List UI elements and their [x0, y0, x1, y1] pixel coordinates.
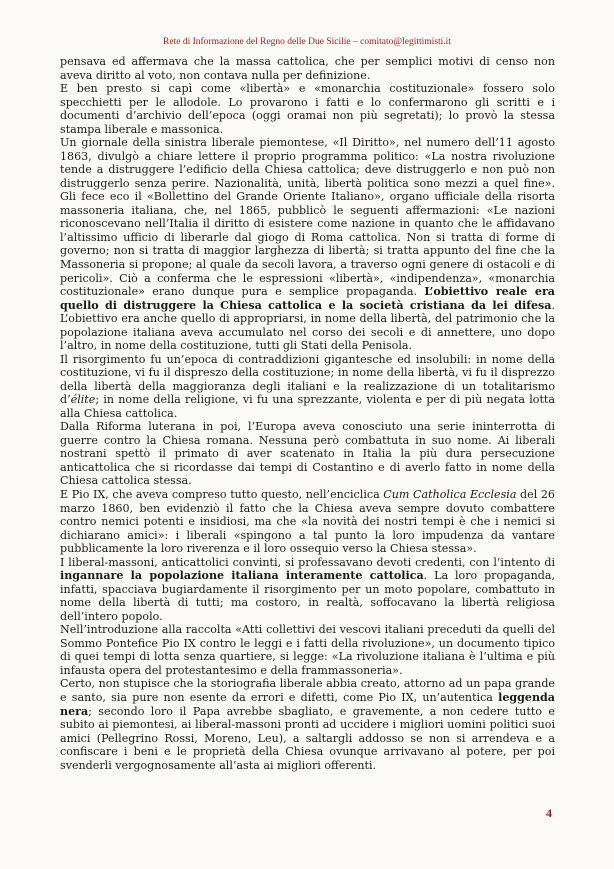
paragraph-3-text: Un giornale della sinistra liberale piemontese, «Il Diritto», nel numero dell’11 agosto 1863, divulgò a chiare lettere il proprio programma politico: «La nostra rivoluzione tende a distruggere l’edificio della Chiesa cattolica; deve distruggerlo e non può non distruggerlo senza perire. Nazionalità, unità, libertà politica sono mezzi a quel fine». Gli fece eco il «Bollettino del Grande Oriente Italiano», organo ufficiale della risorta massoneria italiana, che, nel 1865, pubblicò le seguenti affermazioni: «Le nazioni riconoscevano nell’Italia il diritto di esistere come nazione in quanto che le affidavano l’altissimo ufficio di liberarle dal giogo di Roma cattolica. Non si tratta di forme di governo; non si tratta di maggior larghezza di libertà; si tratta appunto del fine che la Massoneria si propone; al quale da secoli lavora, a traverso ogni genere di ostacoli e di pericoli». Ciò a conferma che le espressioni «libertà», «indipendenza», «monarchia costituzionale» erano dunque pura e semplice propaganda.	[60, 136, 555, 299]
paragraph-2: E ben presto si capì come «libertà» e «monarchia costituzionale» fossero solo specchietti per le allodole. Lo provarono i fatti e lo confermarono gli scritti e i documenti d’archivio dell’epoca (oggi oramai non più segretati); lo provò la stessa stampa liberale e massonica.	[60, 82, 555, 136]
paragraph-4	[60, 353, 555, 421]
paragraph-7-text-b: . La loro propaganda, infatti, spacciava bugiardamente il risorgimento per un moto popolare, combattuto in nome della libertà di tutti; ma costoro, in realtà, soffocavano la libertà religiosa dell’intero popolo.	[60, 569, 555, 623]
paragraph-6-text-b: del 26 marzo 1860, ben evidenziò il fatto che la Chiesa aveva sempre dovuto combattere contro nemici potenti e insidiosi, ma che «la novità dei nostri tempi è che i nemici si dichiarano amici»: i liberali «spingono a tal punto la loro impudenza da vantare pubblicamente la loro riverenza e il loro ossequio verso la Chiesa stessa».	[60, 488, 555, 556]
paragraph-3	[60, 136, 555, 353]
paragraph-1: pensava ed affermava che la massa cattolica, che per semplici motivi di censo non aveva diritto al voto, non contava nulla per definizione.	[60, 55, 555, 82]
paragraph-7-emphasis: ingannare la popolazione italiana interamente cattolica	[60, 569, 424, 583]
document-body	[60, 55, 555, 772]
paragraph-4-text-b: ; in nome della religione, vi fu una sprezzante, violenta e per di più negata lotta alla Chiesa cattolica.	[60, 393, 555, 420]
paragraph-9	[60, 677, 555, 772]
paragraph-9-text-a: Certo, non stupisce che la storiografia liberale abbia creato, attorno ad un papa grande e santo, sia pure non esente da errori e difetti, come Pio IX, un’autentica	[60, 677, 555, 704]
paragraph-7-text-a: I liberal-massoni, anticattolici convinti, si professavano devoti credenti, con l’intento di	[60, 555, 555, 569]
encyclical-title: Cum Catholica Ecclesia	[383, 488, 517, 501]
paragraph-9-emphasis: leggenda nera	[60, 690, 555, 718]
page-header: Rete di Informazione del Regno delle Due Sicilie – comitato@legittimisti.it	[163, 37, 451, 47]
paragraph-8: Nell’introduzione alla raccolta «Atti collettivi dei vescovi italiani preceduti da quelli del Sommo Pontefice Pio IX contro le leggi e i fatti della rivoluzione», un documento tipico di quei tempi di lotta senza quartiere, si legge: «La rivoluzione italiana è l’ultima e più infausta opera del protestantesimo e della frammassoneria».	[60, 623, 555, 677]
paragraph-4-text-a: Il risorgimento fu un’epoca di contraddizioni gigantesche ed insolubili: in nome della costituzione, vi fu il dispreszo della costituzione; in nome della libertà, vi fu il disprezzo della libertà della maggioranza degli italiani e la realizzazione di un totalitarismo d’	[60, 352, 555, 407]
paragraph-3-tail: . L’obiettivo era anche quello di appropriarsi, in nome della libertà, del patrimonio che la popolazione italiana aveva accumulato nel corso dei secoli e di annettere, uno dopo l’altro, in nome della costituzione, tutti gli Stati della Penisola.	[60, 298, 555, 353]
paragraph-7	[60, 556, 555, 624]
paragraph-9-text-b: ; secondo loro il Papa avrebbe sbagliato, e gravemente, a non cedere tutto e subito ai piemontesi, ai liberal-massoni pronti ad uccidere i migliori uomini politici suoi amici (Pellegrino Rossi, Moreno, Leu), a saltargli addosso se non si arrendeva e a confiscare i beni e le proprietà della Chiesa ovunque arrivavano al potere, per poi svenderli vergognosamente all’asta ai migliori offerenti.	[60, 704, 555, 772]
paragraph-6	[60, 488, 555, 556]
paragraph-6-text-a: E Pio IX, che aveva compreso tutto questo, nell’enciclica	[60, 488, 384, 501]
paragraph-5: Dalla Riforma luterana in poi, l’Europa aveva conosciuto una serie ininterrotta di guerre contro la Chiesa romana. Nessuna però combattuta in suo nome. Ai liberali nostrani spettò il primato di aver scatenato in Italia la più dura persecuzione anticattolica che si ricordasse dai tempi di Costantino e di averlo fatto in nome della Chiesa cattolica stessa.	[60, 420, 555, 488]
paragraph-3-emphasis: L’obiettivo reale era quello di distruggere la Chiesa cattolica e la società cristiana da lei difesa	[60, 285, 555, 312]
page-number: 4	[546, 806, 552, 820]
paragraph-4-elite: élite	[70, 393, 96, 407]
